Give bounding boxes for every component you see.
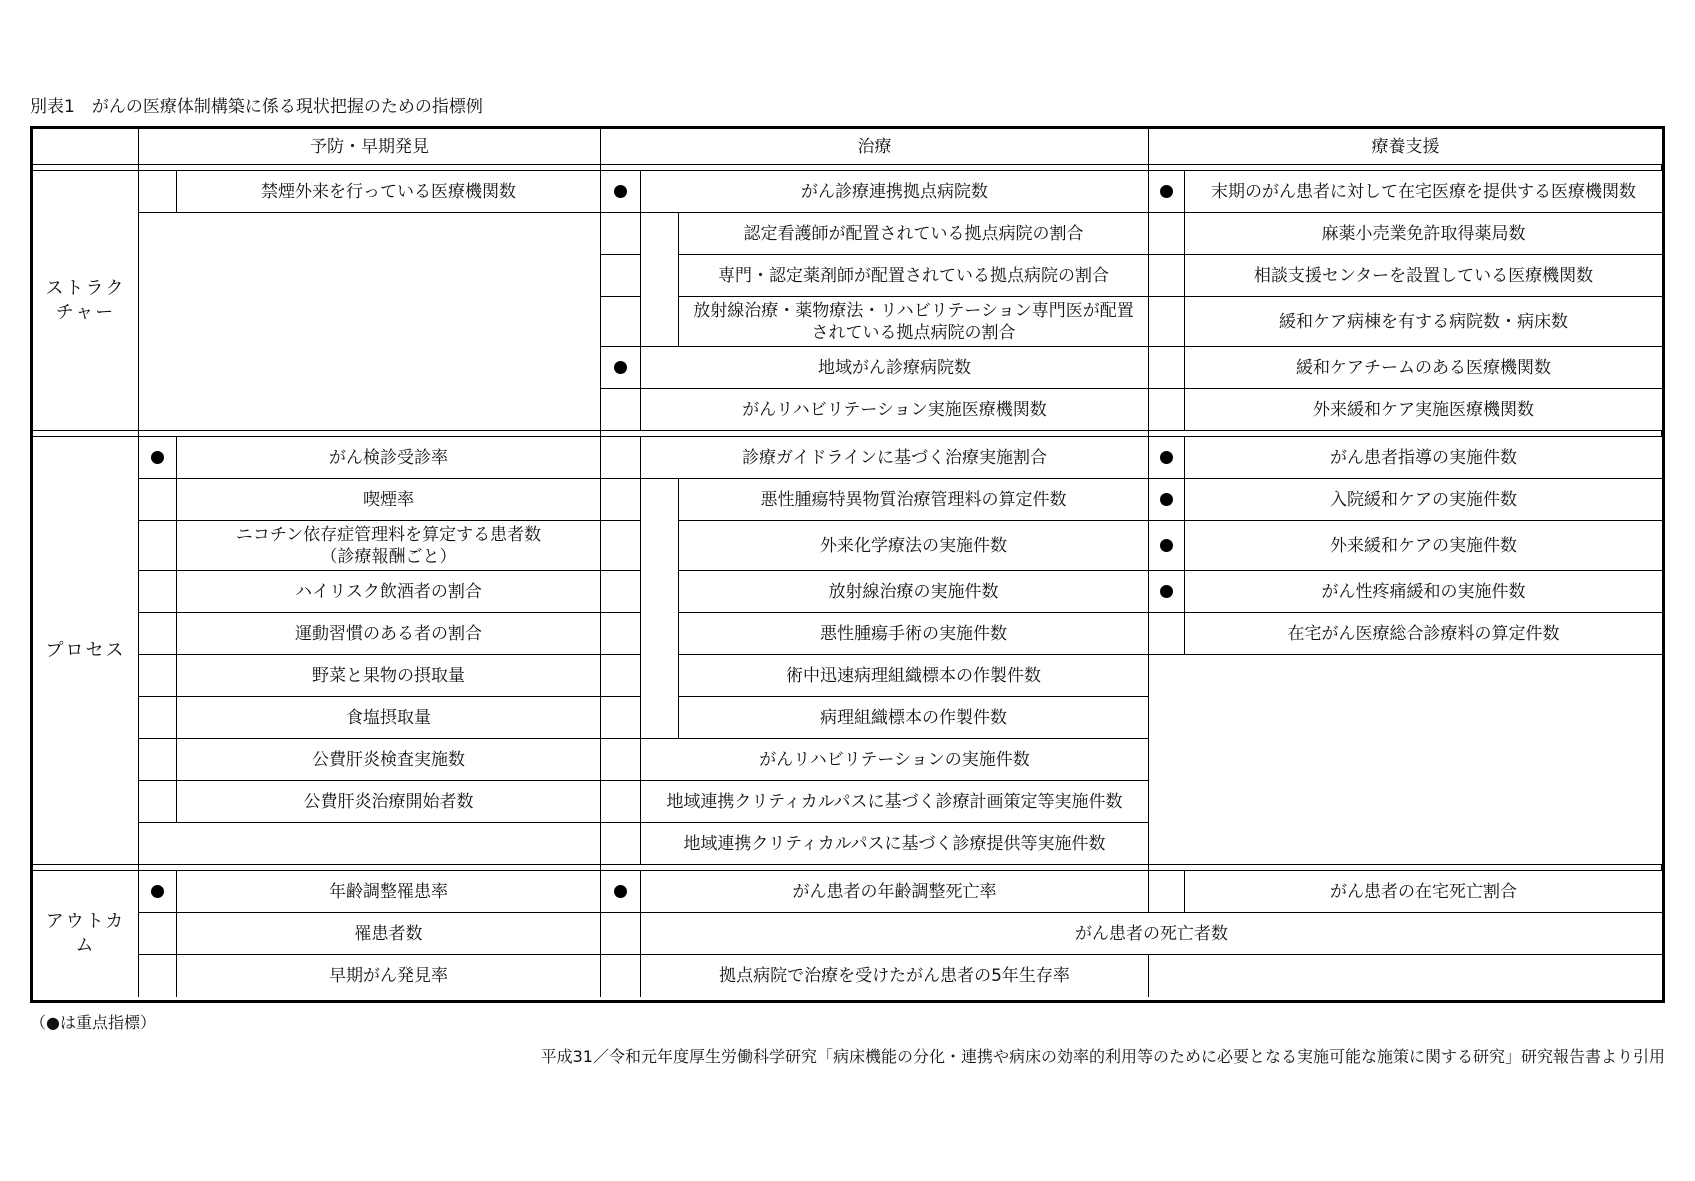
key-indicator-marker (1149, 521, 1185, 571)
key-dot-icon (1160, 539, 1173, 552)
marker-cell (139, 521, 177, 571)
process-treatment-1d: 悪性腫瘍手術の実施件数 (679, 613, 1149, 655)
key-dot-icon (1160, 493, 1173, 506)
process-prevention-2: 喫煙率 (177, 479, 601, 521)
marker-cell (1149, 871, 1185, 913)
source-citation: 平成31／令和元年度厚生労働科学研究「病床機能の分化・連携や病床の効率的利用等のために必要となる実施可能な施策に関する研究」研究報告書より引用 (540, 1047, 1665, 1066)
marker-cell (139, 655, 177, 697)
structure-care-6: 外来緩和ケア実施医療機関数 (1185, 389, 1662, 431)
section-label-outcome: アウトカム (33, 871, 139, 997)
key-indicator-marker (601, 347, 641, 389)
key-dot-icon (614, 885, 627, 898)
marker-cell (1149, 347, 1185, 389)
indicator-table (30, 126, 1665, 1003)
marker-cell (601, 389, 641, 431)
marker-cell (601, 255, 641, 297)
process-care-2: 入院緩和ケアの実施件数 (1185, 479, 1662, 521)
indent-cell (641, 213, 679, 347)
marker-cell (1149, 213, 1185, 255)
marker-cell (601, 781, 641, 823)
key-indicator-marker (601, 171, 641, 213)
empty-cell (1149, 955, 1662, 997)
marker-cell (139, 913, 177, 955)
outcome-treatment-1: がん患者の年齢調整死亡率 (641, 871, 1149, 913)
key-dot-icon (1160, 185, 1173, 198)
key-indicator-marker (1149, 437, 1185, 479)
structure-care-5: 緩和ケアチームのある医療機関数 (1185, 347, 1662, 389)
structure-care-3: 相談支援センターを設置している医療機関数 (1185, 255, 1662, 297)
outcome-treatment-3: 拠点病院で治療を受けたがん患者の5年生存率 (641, 955, 1149, 997)
marker-cell (601, 955, 641, 997)
process-prevention-9: 公費肝炎治療開始者数 (177, 781, 601, 823)
marker-cell (601, 823, 641, 865)
marker-cell (601, 437, 641, 479)
marker-cell (601, 697, 641, 739)
header-care-support: 療養支援 (1149, 129, 1662, 165)
marker-cell (1149, 389, 1185, 431)
process-prevention-8: 公費肝炎検査実施数 (177, 739, 601, 781)
process-care-1: がん患者指導の実施件数 (1185, 437, 1662, 479)
key-indicator-marker (1149, 171, 1185, 213)
structure-care-4: 緩和ケア病棟を有する病院数・病床数 (1185, 297, 1662, 347)
outcome-treatment-2: がん患者の死亡者数 (641, 913, 1662, 955)
key-dot-icon (151, 451, 164, 464)
process-care-4: がん性疼痛緩和の実施件数 (1185, 571, 1662, 613)
marker-cell (1149, 613, 1185, 655)
process-treatment-4: 地域連携クリティカルパスに基づく診療提供等実施件数 (641, 823, 1149, 865)
marker-cell (139, 955, 177, 997)
section-label-process: プロセス (33, 437, 139, 865)
structure-prevention-1: 禁煙外来を行っている医療機関数 (177, 171, 601, 213)
process-care-5: 在宅がん医療総合診療料の算定件数 (1185, 613, 1662, 655)
empty-cell (1149, 655, 1662, 865)
process-care-3: 外来緩和ケアの実施件数 (1185, 521, 1662, 571)
key-indicator-marker (1149, 571, 1185, 613)
section-label-structure: ストラク チャー (33, 171, 139, 431)
header-corner (33, 129, 139, 165)
structure-treatment-3: がんリハビリテーション実施医療機関数 (641, 389, 1149, 431)
indent-cell (641, 479, 679, 739)
marker-cell (601, 479, 641, 521)
marker-cell (601, 297, 641, 347)
header-treatment: 治療 (601, 129, 1149, 165)
marker-cell (601, 655, 641, 697)
legend-note: （●は重点指標） (30, 1013, 156, 1032)
key-indicator-marker (601, 871, 641, 913)
key-dot-icon (151, 885, 164, 898)
process-prevention-7: 食塩摂取量 (177, 697, 601, 739)
marker-cell (139, 697, 177, 739)
key-dot-icon (614, 361, 627, 374)
marker-cell (139, 479, 177, 521)
key-indicator-marker (139, 871, 177, 913)
empty-cell (139, 213, 601, 431)
structure-treatment-1: がん診療連携拠点病院数 (641, 171, 1149, 213)
marker-cell (601, 613, 641, 655)
marker-cell (139, 613, 177, 655)
outcome-prevention-2: 罹患者数 (177, 913, 601, 955)
marker-cell (1149, 297, 1185, 347)
marker-cell (139, 739, 177, 781)
document-title: 別表1 がんの医療体制構築に係る現状把握のための指標例 (30, 97, 483, 117)
marker-cell (1149, 255, 1185, 297)
process-prevention-6: 野菜と果物の摂取量 (177, 655, 601, 697)
key-indicator-marker (139, 437, 177, 479)
marker-cell (601, 739, 641, 781)
process-treatment-1e: 術中迅速病理組織標本の作製件数 (679, 655, 1149, 697)
structure-care-1: 末期のがん患者に対して在宅医療を提供する医療機関数 (1185, 171, 1662, 213)
structure-treatment-1b: 専門・認定薬剤師が配置されている拠点病院の割合 (679, 255, 1149, 297)
key-indicator-marker (1149, 479, 1185, 521)
marker-cell (601, 571, 641, 613)
key-dot-icon (1160, 451, 1173, 464)
process-treatment-1b: 外来化学療法の実施件数 (679, 521, 1149, 571)
process-treatment-1a: 悪性腫瘍特異物質治療管理料の算定件数 (679, 479, 1149, 521)
process-treatment-1f: 病理組織標本の作製件数 (679, 697, 1149, 739)
process-prevention-5: 運動習慣のある者の割合 (177, 613, 601, 655)
marker-cell (139, 571, 177, 613)
process-prevention-4: ハイリスク飲酒者の割合 (177, 571, 601, 613)
structure-treatment-1a: 認定看護師が配置されている拠点病院の割合 (679, 213, 1149, 255)
process-prevention-1: がん検診受診率 (177, 437, 601, 479)
process-treatment-2: がんリハビリテーションの実施件数 (641, 739, 1149, 781)
key-dot-icon (1160, 585, 1173, 598)
marker-cell (601, 521, 641, 571)
outcome-prevention-1: 年齢調整罹患率 (177, 871, 601, 913)
structure-care-2: 麻薬小売業免許取得薬局数 (1185, 213, 1662, 255)
empty-cell (139, 823, 601, 865)
outcome-care-1: がん患者の在宅死亡割合 (1185, 871, 1662, 913)
process-treatment-3: 地域連携クリティカルパスに基づく診療計画策定等実施件数 (641, 781, 1149, 823)
marker-cell (139, 171, 177, 213)
process-treatment-1c: 放射線治療の実施件数 (679, 571, 1149, 613)
marker-cell (601, 213, 641, 255)
process-prevention-3: ニコチン依存症管理料を算定する患者数 （診療報酬ごと） (177, 521, 601, 571)
marker-cell (601, 913, 641, 955)
structure-treatment-2: 地域がん診療病院数 (641, 347, 1149, 389)
marker-cell (139, 781, 177, 823)
outcome-prevention-3: 早期がん発見率 (177, 955, 601, 997)
process-treatment-1: 診療ガイドラインに基づく治療実施割合 (641, 437, 1149, 479)
header-prevention: 予防・早期発見 (139, 129, 601, 165)
key-dot-icon (614, 185, 627, 198)
structure-treatment-1c: 放射線治療・薬物療法・リハビリテーション専門医が配置されている拠点病院の割合 (679, 297, 1149, 347)
